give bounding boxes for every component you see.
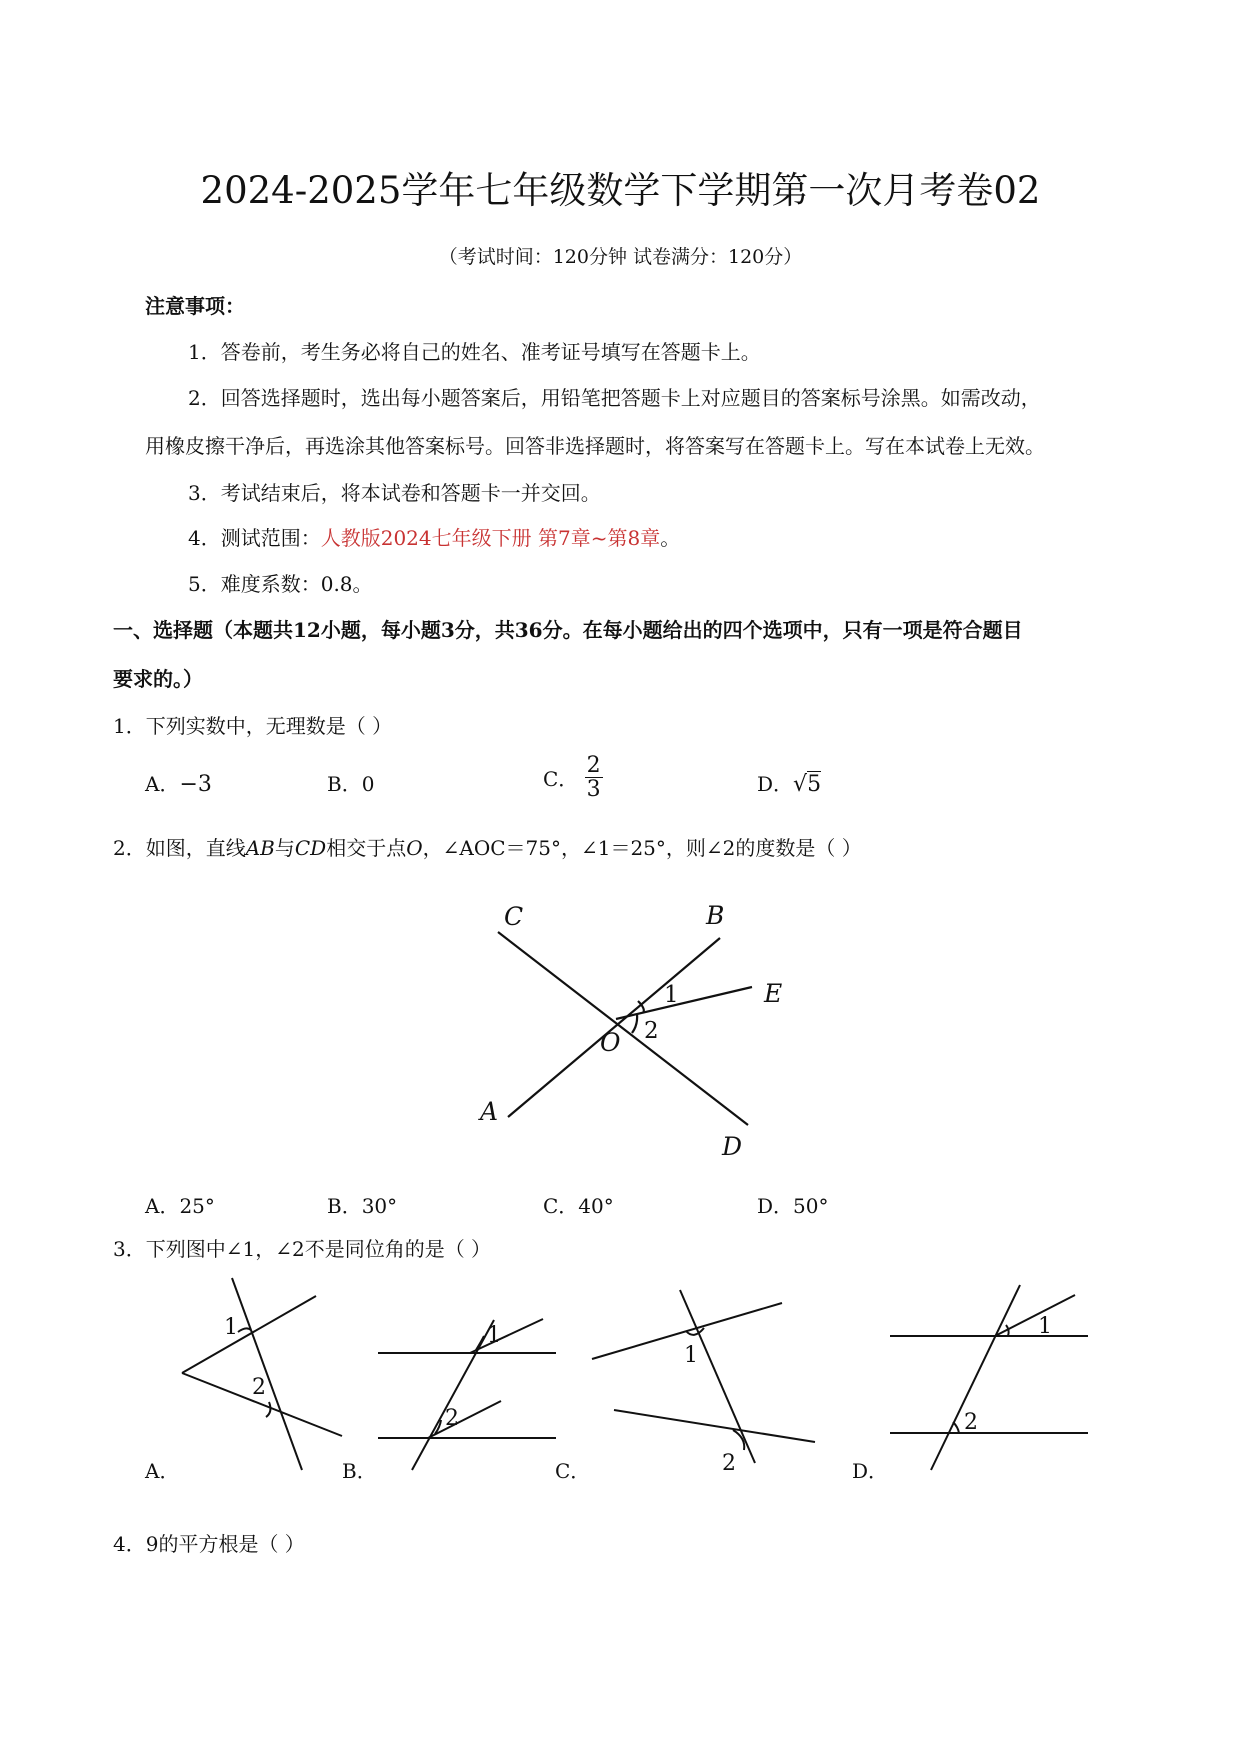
q1-option-a [145, 768, 212, 797]
line-ab: AB [245, 836, 275, 860]
question-1-stem: 1．下列实数中，无理数是（ ） [113, 714, 393, 738]
fig-a-transversal [232, 1278, 302, 1470]
q2-stem-part-d: ，∠AOC＝75°，∠1＝25°，则∠2的度数是（ ） [422, 836, 862, 860]
fig-d-angle-2-label: 2 [964, 1410, 978, 1435]
question-2-stem [113, 832, 862, 861]
angle-1-label: 1 [664, 982, 679, 1008]
fig-a-angle-1-label: 1 [224, 1315, 238, 1340]
fig-b-angle-2-label: 2 [445, 1406, 459, 1431]
question-4-stem: 4．9的平方根是（ ） [113, 1532, 305, 1556]
q1-option-c [543, 754, 603, 801]
q1-option-d-label: D． [757, 772, 794, 796]
q3-option-b: B． [342, 1459, 377, 1483]
q3-figures [0, 1270, 1241, 1490]
fig-b-ray-upper [470, 1319, 543, 1353]
line-cd-segment [498, 932, 748, 1125]
section-1-heading-line-2: 要求的。） [113, 667, 203, 691]
fig-d-ray [995, 1295, 1075, 1336]
q2-option-c: C．40° [543, 1194, 614, 1218]
fig-b-transversal [412, 1320, 494, 1470]
notice-item-3: 3．考试结束后，将本试卷和答题卡一并交回。 [188, 481, 601, 505]
exam-subtitle: （考试时间：120分钟 试卷满分：120分） [438, 246, 803, 268]
fig-c-line-lower [614, 1410, 815, 1442]
q2-figure [460, 895, 790, 1165]
q1-option-a-label: A． [145, 772, 180, 796]
test-range: 人教版2024七年级下册 第7章~第8章 [320, 526, 661, 550]
exam-title: 2024-2025学年七年级数学下学期第一次月考卷02 [200, 169, 1041, 212]
q2-option-d: D．50° [757, 1194, 829, 1218]
fig-a-line-upper [182, 1296, 316, 1373]
notice-heading: 注意事项： [145, 294, 245, 318]
fig-a-angle-1-arc [238, 1328, 251, 1332]
q3-option-c: C． [555, 1459, 591, 1483]
angle-2-label: 2 [644, 1018, 659, 1044]
question-3-stem: 3．下列图中∠1，∠2不是同位角的是（ ） [113, 1237, 492, 1261]
sqrt-radicand: 5 [807, 772, 822, 797]
label-a: A [480, 1097, 499, 1126]
q1-option-b: B．0 [327, 772, 375, 796]
line-cd: CD [294, 836, 327, 860]
label-e: E [764, 979, 783, 1008]
sqrt-sign: √ [793, 772, 808, 797]
fig-d-angle-2-arc [953, 1422, 959, 1433]
label-b: B [706, 901, 725, 930]
fig-a-angle-2-label: 2 [252, 1375, 266, 1400]
q2-stem-part-a: 2．如图，直线 [113, 836, 246, 860]
q2-option-a: A．25° [145, 1194, 215, 1218]
fig-c-transversal [680, 1290, 755, 1463]
q1-option-d [757, 768, 821, 797]
label-d: D [722, 1132, 743, 1161]
q2-stem-part-b: 与 [274, 836, 295, 860]
fig-c-angle-1-label: 1 [684, 1343, 698, 1368]
fraction [585, 754, 603, 801]
notice-item-4 [188, 522, 680, 551]
fig-d-angle-1-label: 1 [1038, 1314, 1052, 1339]
angle-2-arc [632, 1014, 637, 1033]
notice-item-2-line-2: 用橡皮擦干净后，再选涂其他答案标号。回答非选择题时，将答案写在答题卡上。写在本试卷上无效。 [145, 434, 1045, 458]
fraction-numerator: 2 [586, 753, 601, 778]
point-o: O [406, 836, 423, 860]
notice-item-2-line-1: 2．回答选择题时，选出每小题答案后，用铅笔把答题卡上对应题目的答案标号涂黑。如需改动， [188, 386, 1041, 410]
fig-b-angle-1-label: 1 [487, 1323, 501, 1348]
notice-item-4-suffix: 。 [660, 526, 681, 550]
fig-c-angle-2-label: 2 [722, 1451, 736, 1476]
q2-stem-part-c: 相交于点 [326, 836, 407, 860]
section-1-heading-line-1: 一、选择题（本题共12小题，每小题3分，共36分。在每小题给出的四个选项中，只有一项是符合题目 [113, 618, 1023, 642]
label-o: O [600, 1028, 621, 1057]
q1-option-a-value: −3 [179, 772, 212, 797]
fig-a-angle-2-arc [266, 1402, 270, 1417]
q3-option-d: D． [852, 1459, 889, 1483]
notice-item-1: 1．答卷前，考生务必将自己的姓名、准考证号填写在答题卡上。 [188, 340, 761, 364]
label-c: C [504, 902, 524, 931]
notice-item-5: 5．难度系数：0.8。 [188, 572, 373, 596]
fraction-denominator: 3 [586, 777, 601, 803]
notice-item-4-prefix: 4．测试范围： [188, 526, 321, 550]
q2-option-b: B．30° [327, 1194, 398, 1218]
q3-option-a: A． [145, 1459, 180, 1483]
q1-option-c-label: C． [543, 767, 579, 792]
fig-d-transversal [931, 1285, 1020, 1470]
